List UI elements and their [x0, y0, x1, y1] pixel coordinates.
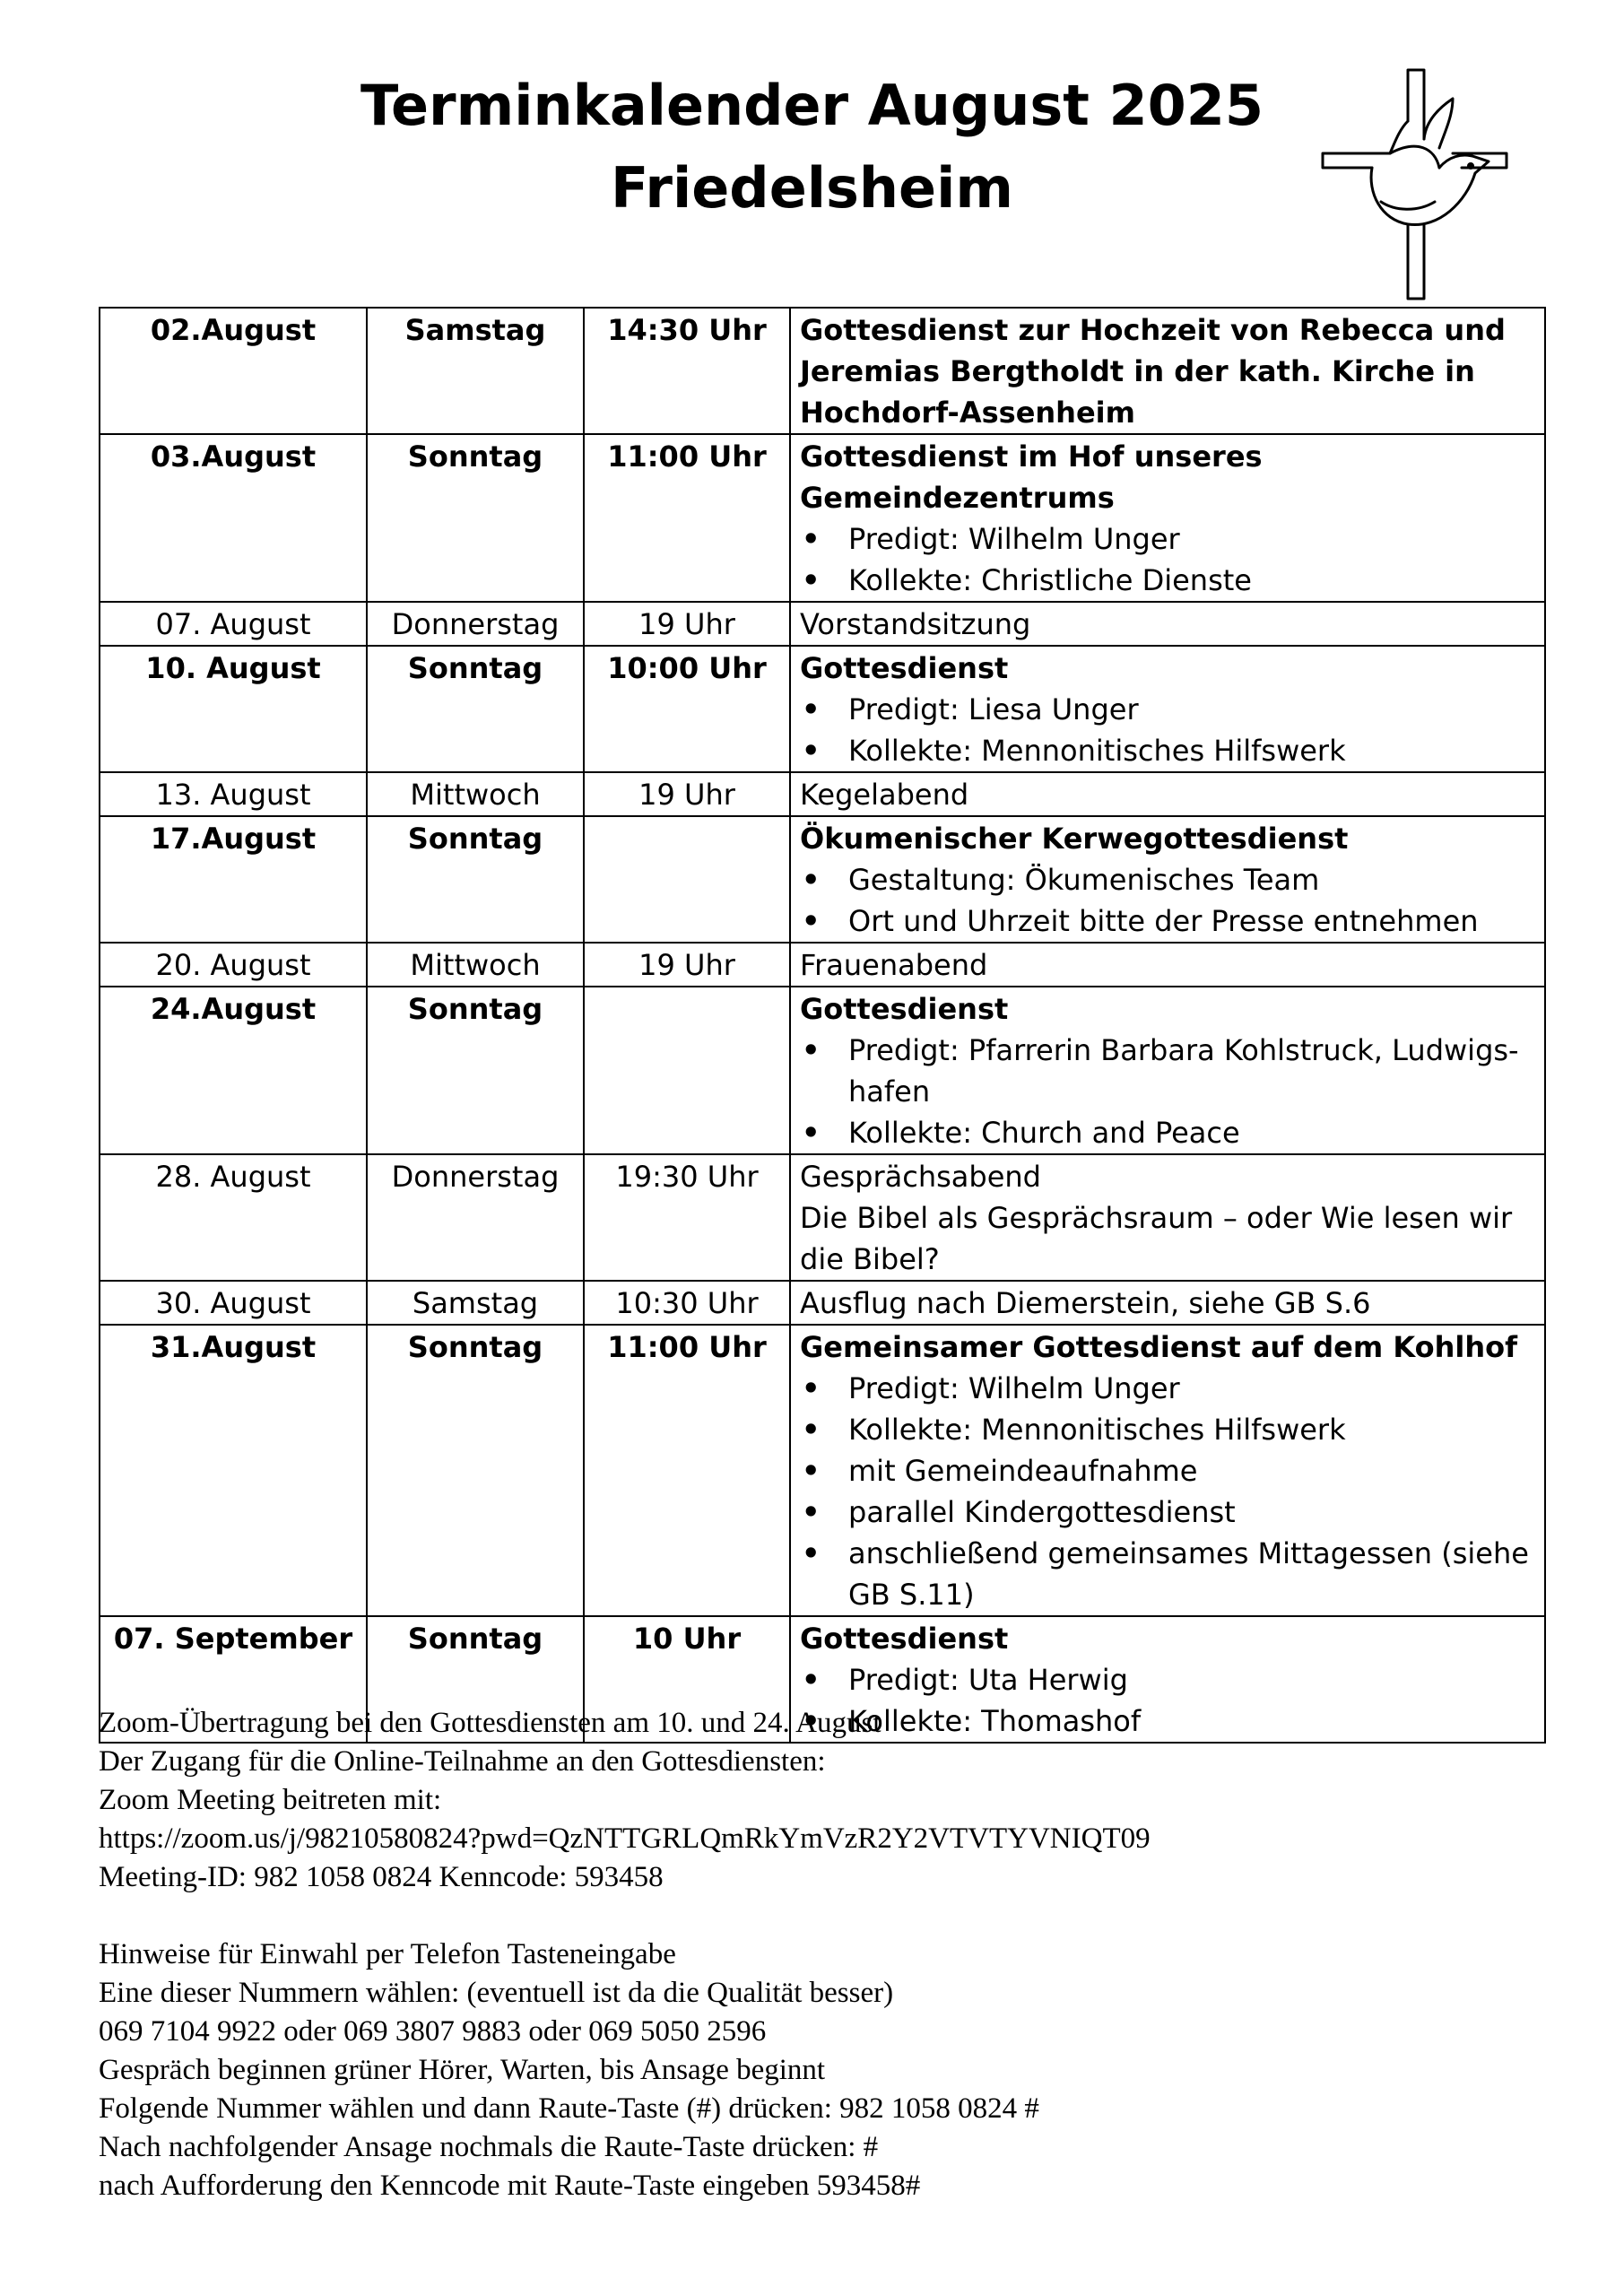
event-bullet: • Kollekte: Mennonitisches Hilfswerk	[800, 730, 1535, 771]
event-date: 28. August	[100, 1154, 367, 1281]
event-title: Gottesdienst im Hof unseres Gemeindezentrums	[800, 439, 1263, 515]
event-day: Sonntag	[367, 816, 584, 943]
footer-line: Folgende Nummer wählen und dann Raute-Taste (#) drücken: 982 1058 0824 #	[99, 2092, 1039, 2125]
event-date: 31.August	[100, 1325, 367, 1616]
event-description	[790, 772, 1545, 816]
event-day: Sonntag	[367, 1616, 584, 1743]
event-bullet: • Kollekte: Christliche Dienste	[800, 560, 1535, 601]
event-time: 10 Uhr	[584, 1616, 790, 1743]
event-title: Gesprächsabend	[800, 1160, 1041, 1194]
event-date: 03.August	[100, 434, 367, 602]
event-title: Vorstandsitzung	[800, 607, 1031, 641]
event-day: Sonntag	[367, 646, 584, 772]
footer-line: Zoom Meeting beitreten mit:	[99, 1784, 442, 1816]
event-bullet-list	[800, 859, 1535, 942]
event-date: 07. September	[100, 1616, 367, 1743]
event-bullet: • parallel Kindergottesdienst	[800, 1492, 1535, 1533]
event-description	[790, 308, 1545, 434]
event-bullet: • mit Gemeindeaufnahme	[800, 1450, 1535, 1492]
event-title: Gottesdienst	[800, 992, 1009, 1026]
event-time	[584, 987, 790, 1154]
event-bullet: • Predigt: Pfarrerin Barbara Kohlstruck, Ludwigs-hafen	[800, 1030, 1535, 1112]
event-row	[100, 816, 1545, 943]
event-date: 24.August	[100, 987, 367, 1154]
event-date: 02.August	[100, 308, 367, 434]
title-line-2: Friedelsheim	[611, 155, 1013, 221]
event-bullet: • Gestaltung: Ökumenisches Team	[800, 859, 1535, 900]
event-bullet: • Kollekte: Church and Peace	[800, 1112, 1535, 1153]
event-bullet: • Predigt: Wilhelm Unger	[800, 1368, 1535, 1409]
event-time: 19 Uhr	[584, 943, 790, 987]
event-bullet: • Kollekte: Thomashof	[800, 1700, 1535, 1742]
event-bullet: • Predigt: Liesa Unger	[800, 689, 1535, 730]
event-description	[790, 816, 1545, 943]
footer-line: https://zoom.us/j/98210580824?pwd=QzNTTGRLQmRkYmVzR2Y2VTVTYVNIQT09	[99, 1822, 1151, 1855]
event-time	[584, 816, 790, 943]
event-time: 11:00 Uhr	[584, 1325, 790, 1616]
zoom-info-section	[99, 1704, 1578, 2205]
footer-line: nach Aufforderung den Kenncode mit Raute-Taste eingeben 593458#	[99, 2170, 921, 2202]
event-bullet-list	[800, 518, 1535, 601]
event-row	[100, 1325, 1545, 1616]
event-time: 19 Uhr	[584, 602, 790, 646]
event-day: Mittwoch	[367, 772, 584, 816]
event-description	[790, 943, 1545, 987]
event-bullet-list	[800, 689, 1535, 771]
event-time: 10:30 Uhr	[584, 1281, 790, 1325]
event-date: 17.August	[100, 816, 367, 943]
event-description	[790, 1325, 1545, 1616]
event-time: 19 Uhr	[584, 772, 790, 816]
event-bullet: • Kollekte: Mennonitisches Hilfswerk	[800, 1409, 1535, 1450]
event-bullet: • Predigt: Uta Herwig	[800, 1659, 1535, 1700]
event-title: Gottesdienst	[800, 651, 1009, 685]
event-description	[790, 646, 1545, 772]
event-bullet-list	[800, 1368, 1535, 1615]
event-description	[790, 1154, 1545, 1281]
event-date: 07. August	[100, 602, 367, 646]
footer-line: Eine dieser Nummern wählen: (eventuell ist da die Qualität besser)	[99, 1977, 894, 2009]
event-title: Frauenabend	[800, 948, 988, 982]
event-description	[790, 987, 1545, 1154]
event-row	[100, 772, 1545, 816]
event-time: 11:00 Uhr	[584, 434, 790, 602]
event-date: 30. August	[100, 1281, 367, 1325]
title-line-1: Terminkalender August 2025	[360, 73, 1264, 138]
footer-line: Meeting-ID: 982 1058 0824 Kenncode: 593458	[99, 1861, 664, 1893]
event-row	[100, 943, 1545, 987]
event-title: Kegelabend	[800, 778, 969, 812]
event-day: Sonntag	[367, 434, 584, 602]
event-title: Ökumenischer Kerwegottesdienst	[800, 822, 1349, 856]
event-day: Donnerstag	[367, 602, 584, 646]
event-description	[790, 434, 1545, 602]
event-row	[100, 1154, 1545, 1281]
event-day: Samstag	[367, 308, 584, 434]
event-title: Gemeinsamer Gottesdienst auf dem Kohlhof	[800, 1330, 1517, 1364]
event-bullet-list	[800, 1030, 1535, 1153]
cross-dove-logo-icon	[1318, 67, 1515, 305]
footer-line: Der Zugang für die Online-Teilnahme an den Gottesdiensten:	[99, 1745, 826, 1778]
event-day: Sonntag	[367, 1325, 584, 1616]
event-date: 13. August	[100, 772, 367, 816]
event-row	[100, 1281, 1545, 1325]
event-description	[790, 1281, 1545, 1325]
event-row	[100, 646, 1545, 772]
event-bullet: • Predigt: Wilhelm Unger	[800, 518, 1535, 560]
event-title: Gottesdienst	[800, 1622, 1009, 1656]
event-description	[790, 602, 1545, 646]
event-day: Mittwoch	[367, 943, 584, 987]
event-time: 19:30 Uhr	[584, 1154, 790, 1281]
footer-line: Zoom-Übertragung bei den Gottesdiensten am 10. und 24. August	[99, 1707, 881, 1739]
event-title: Gottesdienst zur Hochzeit von Rebecca und Jeremias Bergtholdt in der kath. Kirche in Hochdorf-Assenheim	[800, 313, 1506, 430]
event-time: 14:30 Uhr	[584, 308, 790, 434]
event-time: 10:00 Uhr	[584, 646, 790, 772]
event-day: Sonntag	[367, 987, 584, 1154]
event-calendar-table	[99, 307, 1546, 1744]
event-date: 10. August	[100, 646, 367, 772]
event-row	[100, 602, 1545, 646]
event-bullet: • anschließend gemeinsames Mittagessen (siehe GB S.11)	[800, 1533, 1535, 1615]
event-bullet: • Ort und Uhrzeit bitte der Presse entnehmen	[800, 900, 1535, 942]
spacer	[99, 1897, 1578, 1935]
event-row	[100, 308, 1545, 434]
footer-line: Nach nachfolgender Ansage nochmals die Raute-Taste drücken: #	[99, 2131, 879, 2163]
footer-line: Gespräch beginnen grüner Hörer, Warten, bis Ansage beginnt	[99, 2054, 826, 2086]
event-row	[100, 434, 1545, 602]
event-title: Ausflug nach Diemerstein, siehe GB S.6	[800, 1286, 1371, 1320]
footer-line: 069 7104 9922 oder 069 3807 9883 oder 069 5050 2596	[99, 2015, 767, 2048]
footer-line: Hinweise für Einwahl per Telefon Tasteneingabe	[99, 1938, 676, 1970]
event-row	[100, 987, 1545, 1154]
event-date: 20. August	[100, 943, 367, 987]
event-day: Donnerstag	[367, 1154, 584, 1281]
event-detail-line: Die Bibel als Gesprächsraum – oder Wie lesen wir die Bibel?	[800, 1201, 1513, 1276]
event-day: Samstag	[367, 1281, 584, 1325]
